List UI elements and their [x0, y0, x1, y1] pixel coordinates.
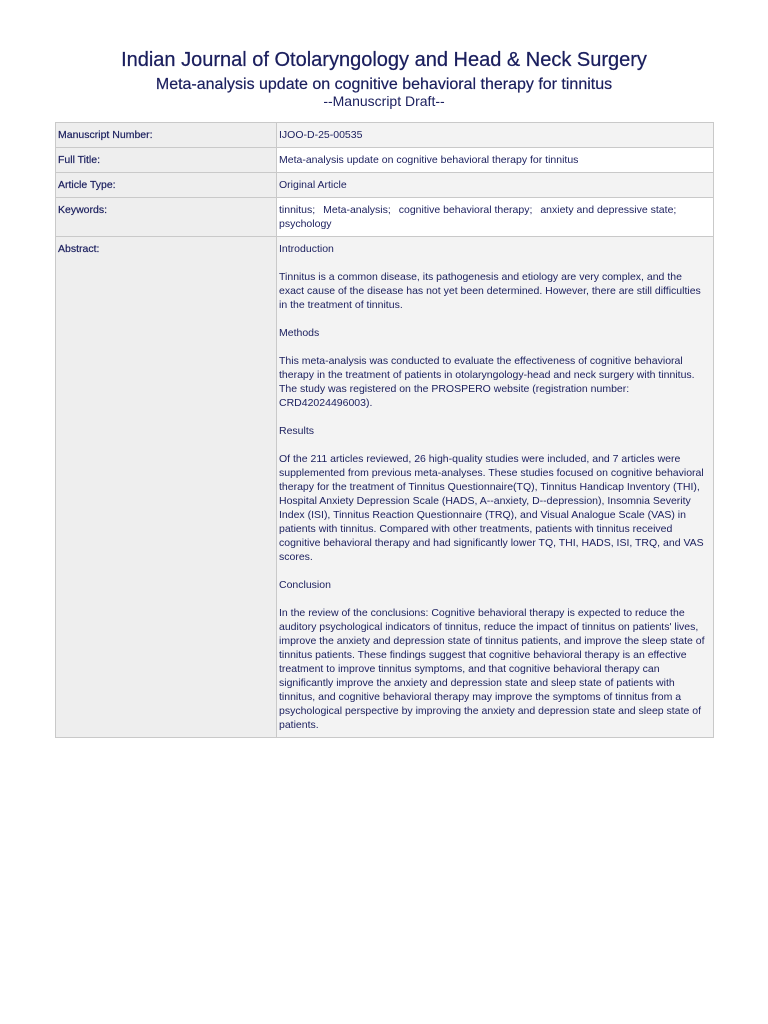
abstract-paragraph-introduction: Tinnitus is a common disease, its pathogenesis and etiology are very complex, and the exact cause of the disease has not yet been determined. However, there are still difficulties in the treatment of tinnitus.	[279, 271, 701, 311]
table-row	[56, 173, 714, 198]
keyword: Meta-analysis;	[323, 204, 391, 216]
abstract-heading-conclusion: Conclusion	[279, 579, 331, 591]
article-type-value: Original Article	[277, 173, 714, 198]
journal-title: Indian Journal of Otolaryngology and Head & Neck Surgery	[121, 49, 647, 71]
keywords-value	[277, 198, 714, 237]
abstract-paragraph-methods: This meta-analysis was conducted to evaluate the effectiveness of cognitive behavioral therapy in the treatment of patients in otolaryngology-head and neck surgery with tinnitus. The study was registered on the PROSPERO website (registration number: CRD42024496003).	[279, 355, 695, 409]
full-title-label: Full Title:	[56, 148, 277, 173]
manuscript-number-value: IJOO-D-25-00535	[277, 123, 714, 148]
abstract-value	[277, 237, 714, 738]
abstract-heading-results: Results	[279, 425, 315, 437]
keyword: psychology	[279, 218, 332, 230]
keyword: tinnitus;	[279, 204, 316, 216]
manuscript-number-label: Manuscript Number:	[56, 123, 277, 148]
abstract-heading-introduction: Introduction	[279, 243, 334, 255]
draft-label: --Manuscript Draft--	[323, 93, 445, 109]
abstract-paragraph-results: Of the 211 articles reviewed, 26 high-quality studies were included, and 7 articles were supplemented from previous meta-analyses. These studies focused on cognitive behavioral therapy for the treatment of Tinnitus Questionnaire(TQ), Tinnitus Handicap Inventory (THI), Hospital Anxiety Depression Scale (HADS, A--anxiety, D--depression), Insomnia Severity Index (ISI), Tinnitus Reaction Questionnaire (TRQ), and Visual Analogue Scale (VAS) in patients with tinnitus. Compared with other treatments, patients with tinnitus received cognitive behavioral therapy and had significantly lower TQ, THI, HADS, ISI, TRQ, and VAS scores.	[279, 453, 704, 563]
table-row	[56, 123, 714, 148]
full-title-value: Meta-analysis update on cognitive behavioral therapy for tinnitus	[277, 148, 714, 173]
table-row	[56, 198, 714, 237]
table-row	[56, 237, 714, 738]
table-row	[56, 148, 714, 173]
article-type-label: Article Type:	[56, 173, 277, 198]
keyword: anxiety and depressive state;	[540, 204, 677, 216]
keywords-label: Keywords:	[56, 198, 277, 237]
abstract-paragraph-conclusion: In the review of the conclusions: Cognitive behavioral therapy is expected to reduce the auditory psychological indicators of tinnitus, reduce the impact of tinnitus on patients' lives, improve the anxiety and depression state of tinnitus patients, and improve the sleep state of tinnitus patients. These findings suggest that cognitive behavioral therapy is an effective treatment to improve tinnitus symptoms, and that cognitive behavioral therapy can significantly improve the anxiety and depression state and sleep state of patients with tinnitus, and cognitive behavioral therapy may improve the symptoms of tinnitus from a psychological perspective by improving the anxiety and depression state and sleep state of patients.	[279, 607, 705, 731]
manuscript-info-table	[55, 122, 714, 738]
abstract-heading-methods: Methods	[279, 327, 320, 339]
document-header	[0, 0, 768, 108]
article-title: Meta-analysis update on cognitive behavioral therapy for tinnitus	[155, 76, 613, 93]
abstract-label: Abstract:	[56, 237, 277, 738]
keyword: cognitive behavioral therapy;	[398, 204, 533, 216]
